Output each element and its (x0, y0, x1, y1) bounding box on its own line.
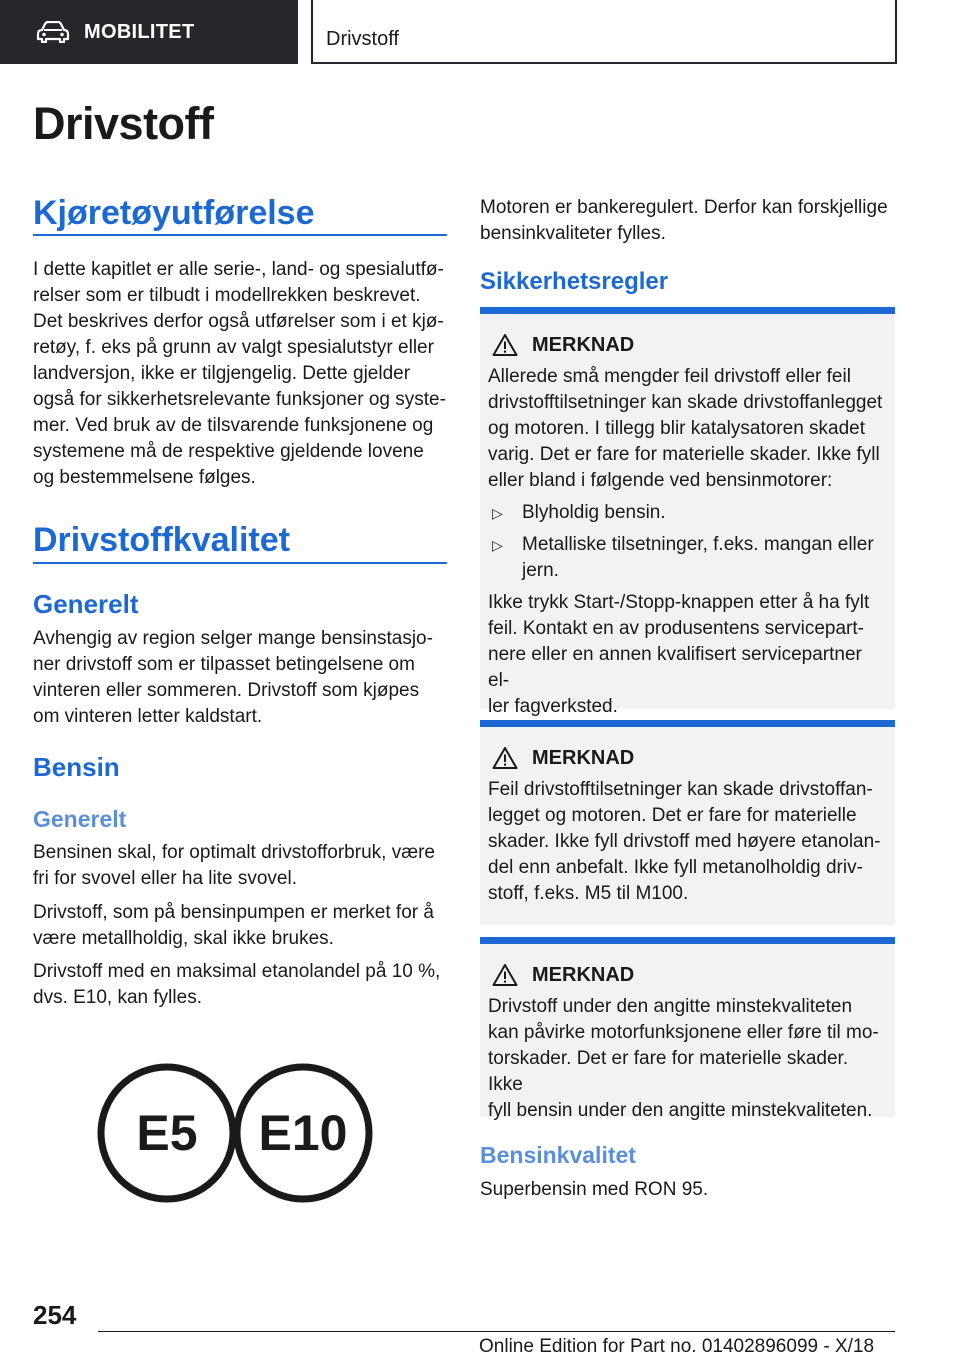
note-heading: MERKNAD (532, 746, 635, 769)
warning-triangle-icon (492, 963, 518, 987)
heading-bensinkvalitet: Bensinkvalitet (480, 1142, 636, 1168)
warning-triangle-icon (492, 746, 518, 770)
note-header (488, 745, 887, 771)
e10-label: E10 (258, 1105, 348, 1161)
footer-rule (98, 1331, 895, 1332)
section-tab[interactable] (0, 0, 298, 64)
fuel-label-signs (96, 1062, 376, 1204)
note-text: Drivstoff under den angitte minstekvaliteten kan påvirke motorfunksjonene eller føre til mo- torskader. Det er fare for materielle skader. Ikke fyll bensin under den angitte minstekvaliteten. (488, 996, 879, 1121)
heading-kjoretoyutforelse: Kjøretøyutførelse (33, 194, 315, 232)
note-bullet-list (488, 500, 887, 584)
paragraph-generelt: Avhengig av region selger mange bensinstasjo- ner drivstoff som er tilpasset betingelsene om vinteren eller sommeren. Drivstoff som kjøpes om vinteren letter kaldstart. (33, 628, 433, 727)
car-icon (36, 21, 70, 43)
paragraph-bensin-1: Bensinen skal, for optimalt drivstofforbruk, være fri for svovel eller ha lite svovel. (33, 842, 435, 889)
warning-note (480, 307, 895, 717)
page-title: Drivstoff (33, 98, 214, 149)
warning-note (480, 937, 895, 1121)
list-item: ▷ Blyholdig bensin. (488, 500, 887, 526)
list-item: ▷ Metalliske tilsetninger, f.eks. mangan eller jern. (488, 532, 887, 584)
paragraph-bensinkvalitet: Superbensin med RON 95. (480, 1179, 709, 1200)
footer-edition: Online Edition for Part no. 01402896099 - X/18 (479, 1336, 875, 1357)
heading-bensin-generelt: Generelt (33, 806, 127, 832)
paragraph-bensin-3: Drivstoff med en maksimal etanolandel på 10 %, dvs. E10, kan fylles. (33, 961, 441, 1008)
note-heading: MERKNAD (532, 963, 635, 986)
heading-generelt: Generelt (33, 589, 139, 619)
paragraph-motor: Motoren er bankeregulert. Derfor kan forskjellige bensinkvaliteter fylles. (480, 197, 888, 244)
section-label: MOBILITET (84, 20, 195, 43)
heading-rule (33, 234, 447, 236)
triangle-bullet-icon: ▷ (492, 505, 503, 521)
note-header (488, 332, 887, 358)
paragraph-bensin-2: Drivstoff, som på bensinpumpen er merket for å være metallholdig, skal ikke brukes. (33, 902, 434, 949)
chapter-tab[interactable] (311, 0, 897, 64)
heading-sikkerhetsregler: Sikkerhetsregler (480, 268, 669, 295)
warning-triangle-icon (492, 333, 518, 357)
note-text-after: Ikke trykk Start-/Stopp-knappen etter å ha fylt feil. Kontakt en av produsentens servicepart- nere eller en annen kvalifisert servicepartner el- ler fagverksted. (488, 592, 870, 717)
heading-rule (33, 562, 447, 564)
chapter-label: Drivstoff (326, 28, 399, 50)
triangle-bullet-icon: ▷ (492, 537, 503, 553)
note-text: Allerede små mengder feil drivstoff eller feil drivstofftilsetninger kan skade drivstoffanlegget og motoren. I tillegg blir katalysatoren skadet varig. Det er fare for materielle skader. Ikke fyll eller bland i følgende ved bensinmotorer: (488, 366, 883, 491)
note-text: Feil drivstofftilsetninger kan skade drivstoffan- legget og motoren. Det er fare for materielle skader. Ikke fyll drivstoff med høyere etanolan- del enn anbefalt. Ikke fyll metanolholdig driv- stoff, f.eks. M5 til M100. (488, 779, 881, 904)
heading-drivstoffkvalitet: Drivstoffkvalitet (33, 521, 290, 559)
paragraph-kjoretoyutforelse: I dette kapitlet er alle serie-, land- og spesialutfø- relser som er tilbudt i modellrekken beskrevet. Det beskrives derfor også utførelser som i et kjø- retøy, f. eks på grunn av valgt spesialutstyr eller landversjon, ikke er tilgjengelig. Dette gjelder også for sikkerhetsrelevante funksjoner og syste- mer. Ved bruk av de tilsvarende funksjonene og systemene må de respektive gjeldende lovene og bestemmelsene følges. (33, 259, 446, 488)
note-header (488, 962, 887, 988)
warning-note (480, 720, 895, 925)
note-heading: MERKNAD (532, 333, 635, 356)
page-number: 254 (33, 1300, 77, 1330)
heading-bensin: Bensin (33, 752, 120, 782)
e5-label: E5 (136, 1105, 198, 1161)
